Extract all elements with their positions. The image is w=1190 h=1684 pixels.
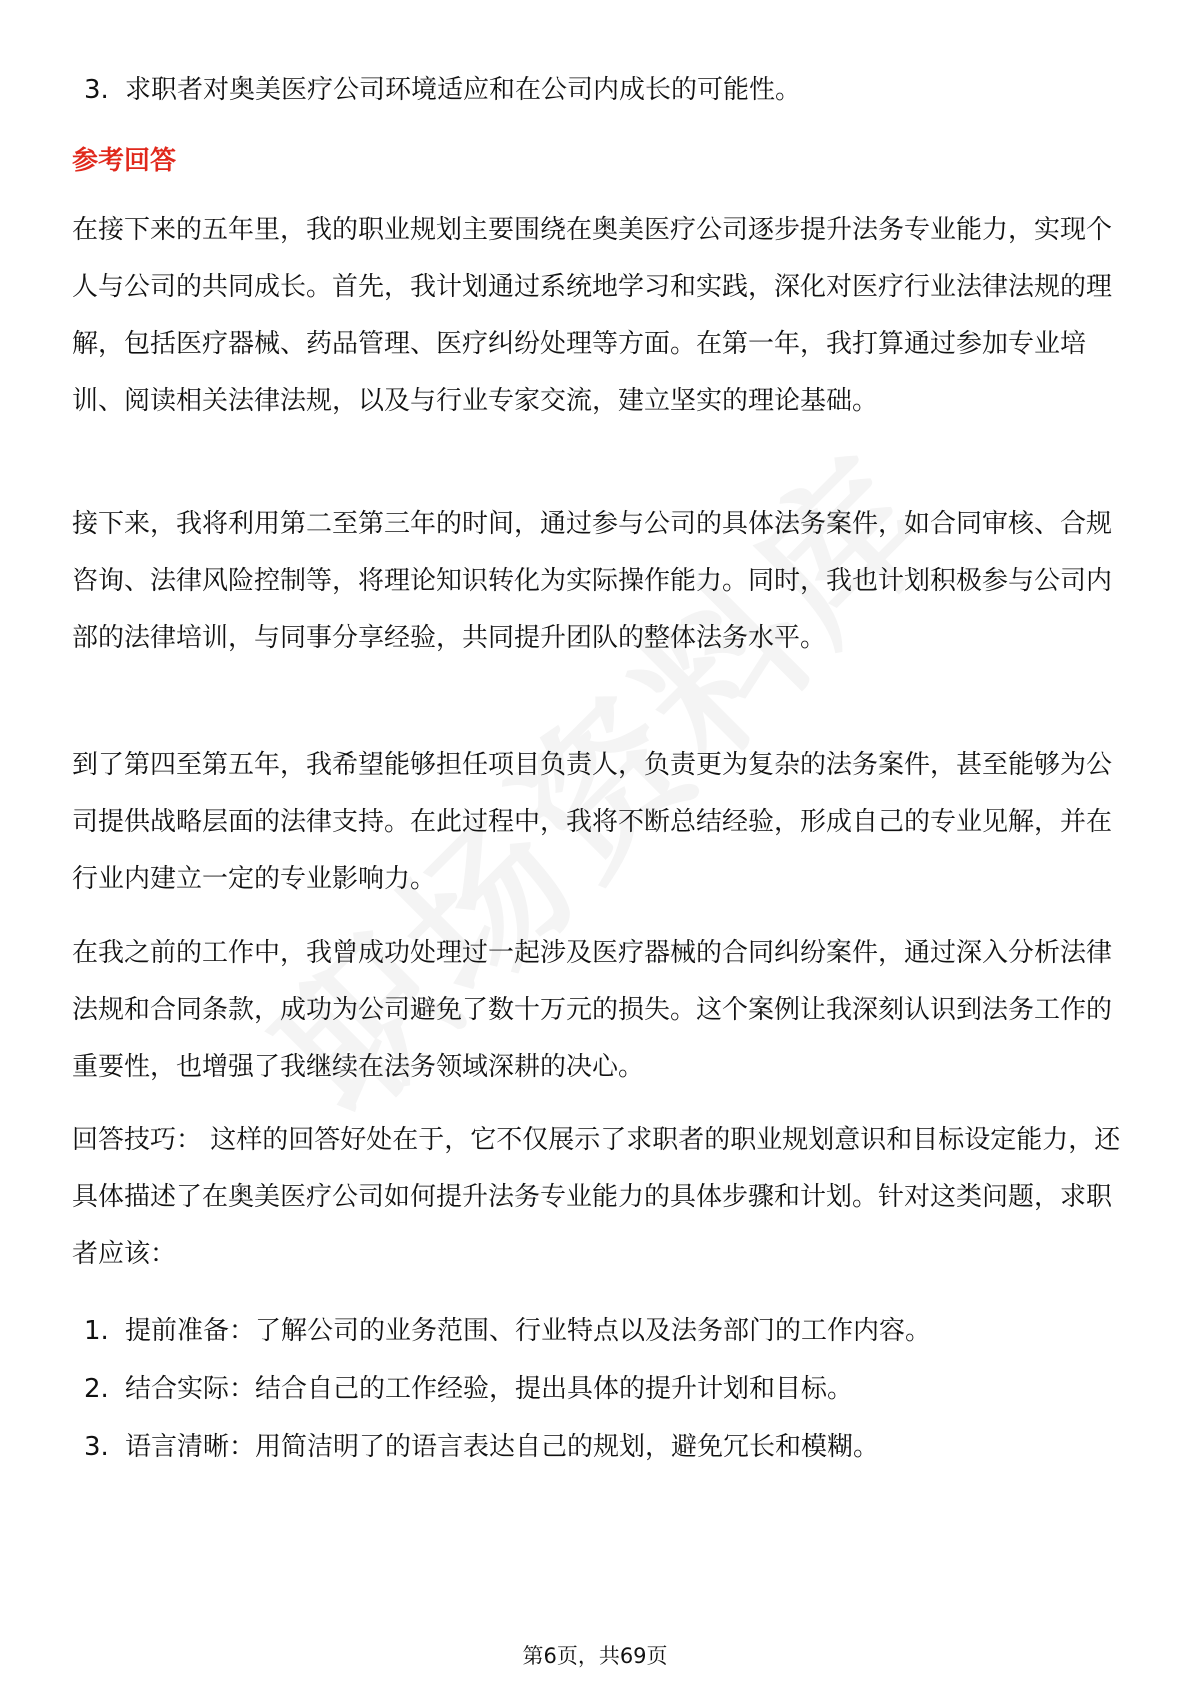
answer-tips-paragraph: 回答技巧： 这样的回答好处在于，它不仅展示了求职者的职业规划意识和目标设定能力，还具体描述了在奥美医疗公司如何提升法务专业能力的具体步骤和计划。针对这类问题，求职者应该： — [72, 1125, 1121, 1269]
list-item-text: 语言清晰：用简洁明了的语言表达自己的规划，避免冗长和模糊。 — [125, 1432, 880, 1462]
list-item-text: 求职者对奥美医疗公司环境适应和在公司内成长的可能性。 — [125, 75, 802, 105]
page-number-footer: 第6页，共69页 — [522, 1644, 668, 1668]
paragraph-4: 在我之前的工作中，我曾成功处理过一起涉及医疗器械的合同纠纷案件，通过深入分析法律法规和合同条款，成功为公司避免了数十万元的损失。这个案例让我深刻认识到法务工作的重要性，也增强了我继续在法务领域深耕的决心。 — [72, 938, 1113, 1082]
list-item-text: 提前准备：了解公司的业务范围、行业特点以及法务部门的工作内容。 — [125, 1316, 932, 1346]
paragraph-1: 在接下来的五年里，我的职业规划主要围绕在奥美医疗公司逐步提升法务专业能力，实现个人与公司的共同成长。首先，我计划通过系统地学习和实践，深化对医疗行业法律法规的理解，包括医疗器械、药品管理、医疗纠纷处理等方面。在第一年，我打算通过参加专业培训、阅读相关法律法规，以及与行业专家交流，建立坚实的理论基础。 — [72, 215, 1113, 416]
answer-heading: 参考回答 — [72, 146, 177, 176]
list-item-number: 1. — [84, 1316, 109, 1346]
paragraph-2: 接下来，我将利用第二至第三年的时间，通过参与公司的具体法务案件，如合同审核、合规咨询、法律风险控制等，将理论知识转化为实际操作能力。同时，我也计划积极参与公司内部的法律培训，与同事分享经验，共同提升团队的整体法务水平。 — [72, 509, 1113, 653]
list-item-number: 3. — [84, 1432, 109, 1462]
paragraph-3: 到了第四至第五年，我希望能够担任项目负责人，负责更为复杂的法务案件，甚至能够为公司提供战略层面的法律支持。在此过程中，我将不断总结经验，形成自己的专业见解，并在行业内建立一定的专业影响力。 — [72, 750, 1113, 894]
list-item-text: 结合实际：结合自己的工作经验，提出具体的提升计划和目标。 — [125, 1374, 854, 1404]
list-item-number: 3. — [84, 75, 109, 105]
list-item-number: 2. — [84, 1374, 109, 1404]
